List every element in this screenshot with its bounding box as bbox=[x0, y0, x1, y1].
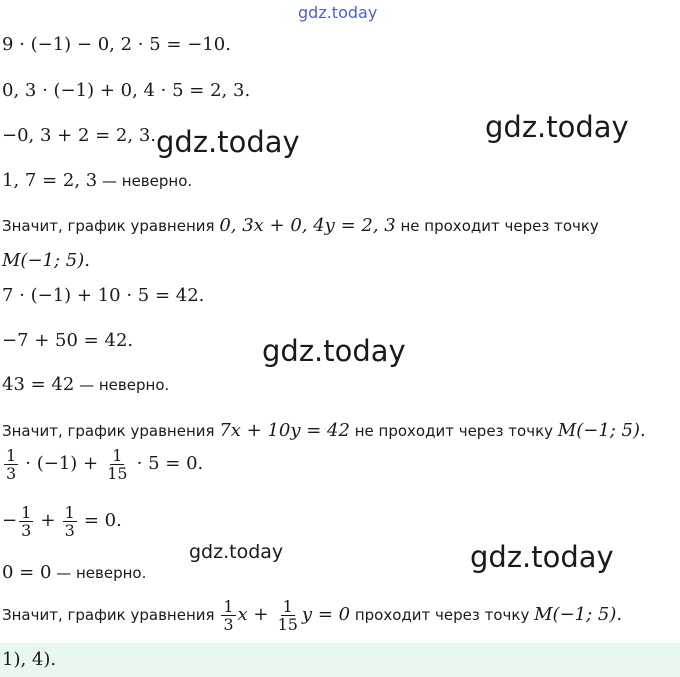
text: — неверно. bbox=[74, 376, 170, 394]
text: — неверно. bbox=[97, 172, 193, 190]
fraction: $\frac{1}{15}$ bbox=[107, 446, 128, 483]
math: x + bbox=[237, 604, 269, 625]
answer-text: 1), 4). bbox=[2, 649, 57, 670]
fraction: $\frac{1}{3}$ bbox=[64, 503, 75, 540]
fraction: $\frac{1}{3}$ bbox=[6, 446, 17, 483]
text: Значит, график уравнения bbox=[2, 606, 220, 624]
text: проходит через точку bbox=[350, 606, 535, 624]
fraction-equation-line bbox=[2, 504, 122, 539]
fraction: $\frac{1}{3}$ bbox=[223, 597, 234, 634]
text: не проходит через точку bbox=[395, 217, 599, 235]
statement-line bbox=[2, 420, 646, 441]
fraction: $\frac{1}{3}$ bbox=[21, 503, 32, 540]
equation-line: 7 · (−1) + 10 · 5 = 42. bbox=[2, 285, 205, 306]
fraction: $\frac{1}{15}$ bbox=[277, 597, 298, 634]
statement-line bbox=[2, 598, 622, 633]
conclusion-line bbox=[2, 170, 192, 191]
conclusion-line bbox=[2, 562, 146, 583]
math: M(−1; 5). bbox=[557, 420, 646, 441]
text: Значит, график уравнения bbox=[2, 217, 220, 235]
watermark: gdz.today bbox=[485, 110, 629, 144]
math: M(−1; 5). bbox=[534, 604, 623, 625]
math: 7x + 10y = 42 bbox=[219, 420, 350, 441]
math: − bbox=[2, 510, 18, 531]
text: Значит, график уравнения bbox=[2, 422, 220, 440]
watermark: gdz.today bbox=[470, 540, 614, 574]
watermark: gdz.today bbox=[189, 541, 284, 563]
equation-line: 9 · (−1) − 0, 2 · 5 = −10. bbox=[2, 34, 231, 55]
equation-line: 0, 3 · (−1) + 0, 4 · 5 = 2, 3. bbox=[2, 80, 251, 101]
text: не проходит через точку bbox=[349, 422, 558, 440]
math: · (−1) + bbox=[25, 453, 99, 474]
math: = 0. bbox=[83, 510, 122, 531]
equation-line: −0, 3 + 2 = 2, 3. bbox=[2, 125, 157, 146]
point-label: M(−1; 5). bbox=[2, 250, 90, 271]
math: y = 0 bbox=[301, 604, 351, 625]
equation-line: −7 + 50 = 42. bbox=[2, 330, 134, 351]
fraction-equation-line bbox=[2, 447, 203, 482]
answer-box bbox=[0, 643, 680, 677]
math: 1, 7 = 2, 3 bbox=[2, 170, 98, 191]
math: 0 = 0 bbox=[2, 562, 52, 583]
math: · 5 = 0. bbox=[136, 453, 204, 474]
math: + bbox=[40, 510, 56, 531]
watermark: gdz.today bbox=[262, 334, 406, 368]
text: — неверно. bbox=[51, 564, 147, 582]
conclusion-line bbox=[2, 374, 169, 395]
watermark: gdz.today bbox=[156, 125, 300, 159]
math: 43 = 42 bbox=[2, 374, 75, 395]
watermark-top: gdz.today bbox=[298, 3, 378, 22]
math: 0, 3x + 0, 4y = 2, 3 bbox=[219, 215, 396, 236]
statement-line bbox=[2, 215, 599, 236]
